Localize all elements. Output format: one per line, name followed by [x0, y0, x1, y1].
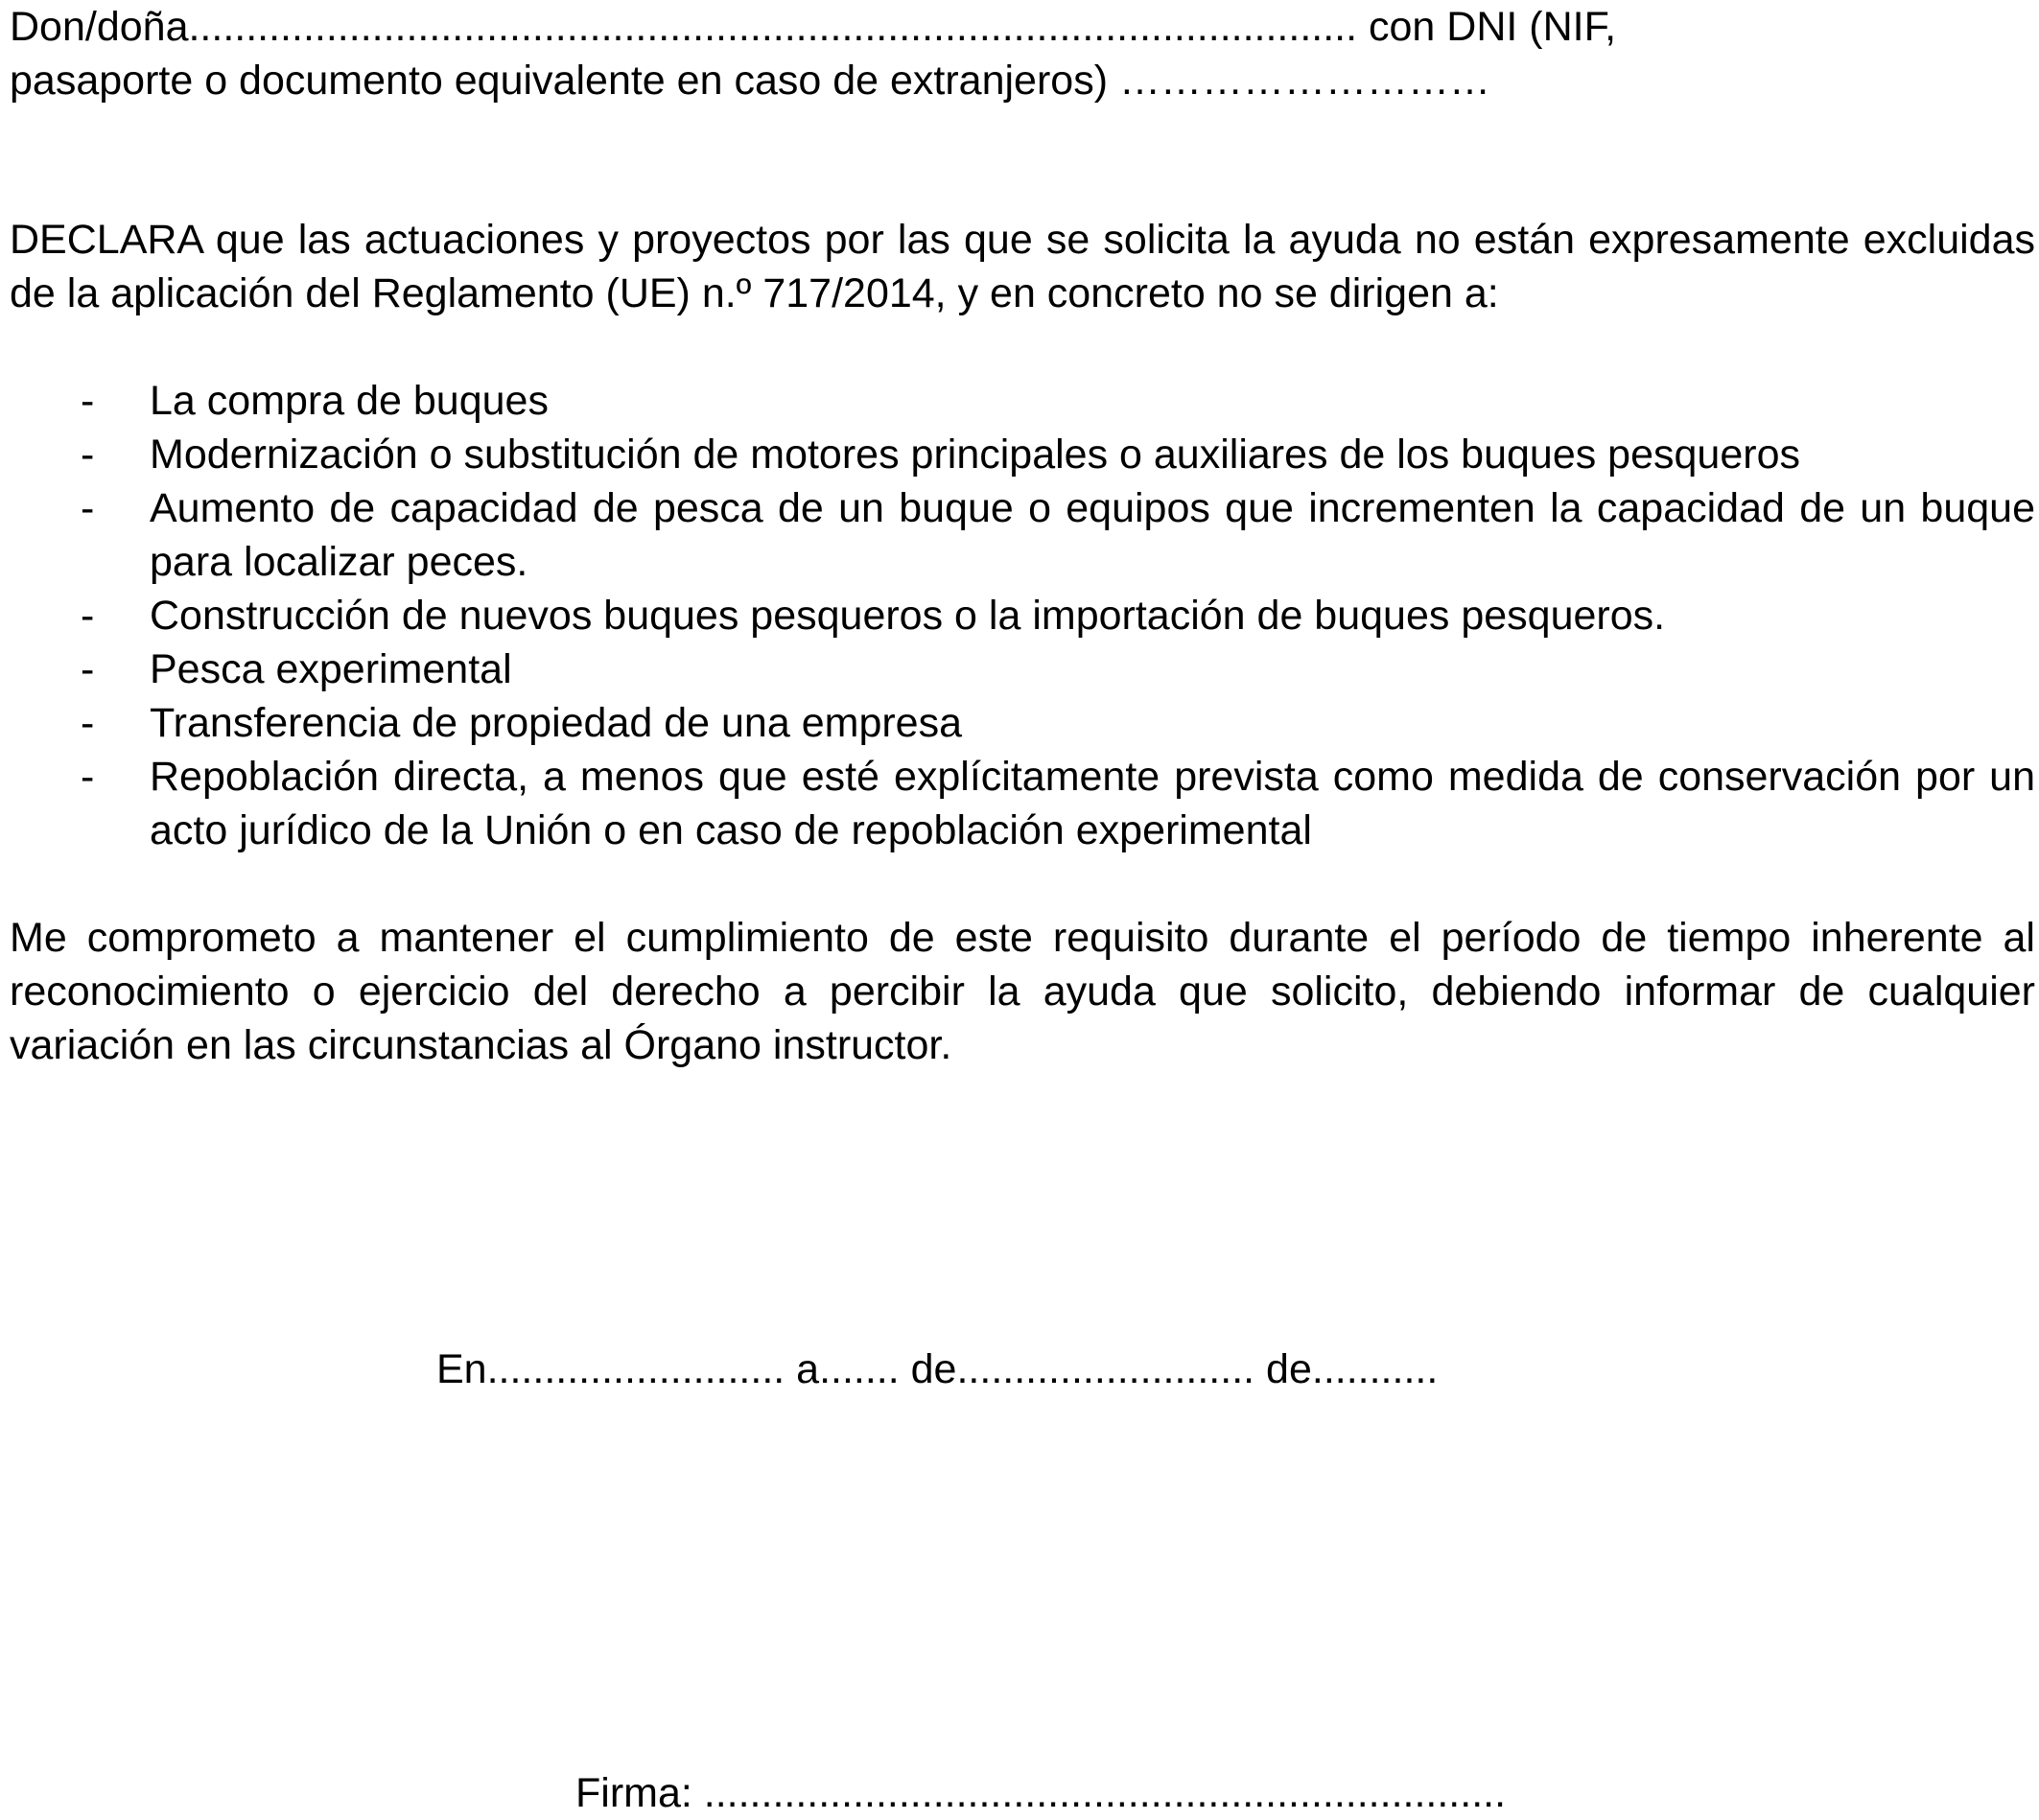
- list-item: [10, 428, 2035, 481]
- commitment-paragraph: Me comprometo a mantener el cumplimiento de este requisito durante el período de tiempo inherente al reconocimiento o ejercicio del derecho a percibir la ayuda que solicito, debiendo informar de cualquier variación en las circunstancias al Órgano instructor.: [10, 915, 2035, 1068]
- list-item-text: Aumento de capacidad de pesca de un buque o equipos que incrementen la capacidad de un buque para localizar peces.: [150, 485, 2035, 585]
- applicant-name-line: Don/doña...................................................................................................... con DNI (NIF,: [10, 4, 1617, 50]
- list-item-text: Pesca experimental: [150, 646, 512, 692]
- list-item-text: Modernización o substitución de motores principales o auxiliares de los buques pesqueros: [150, 432, 1800, 478]
- bullet-dash: -: [81, 700, 95, 746]
- list-item: [10, 750, 2035, 857]
- bullet-dash: -: [81, 485, 95, 531]
- applicant-id-line: pasaporte o documento equivalente en caso de extranjeros) ………………………: [10, 58, 1490, 104]
- bullet-dash: -: [81, 432, 95, 478]
- signature-line: Firma: ......................................................................: [575, 1770, 1507, 1816]
- spacer: [10, 320, 2035, 374]
- spacer: [10, 107, 2035, 213]
- bullet-dash: -: [81, 593, 95, 639]
- list-item-text: Construcción de nuevos buques pesqueros o la importación de buques pesqueros.: [150, 593, 1666, 639]
- bullet-dash: -: [81, 378, 95, 424]
- list-item: [10, 696, 2035, 750]
- spacer: [10, 857, 2035, 911]
- bullet-dash: -: [81, 646, 95, 692]
- list-item: [10, 642, 2035, 696]
- list-item-text: Repoblación directa, a menos que esté explícitamente prevista como medida de conservación por un acto jurídico de la Unión o en caso de repoblación experimental: [150, 754, 2035, 853]
- list-item-text: Transferencia de propiedad de una empresa: [150, 700, 963, 746]
- place-date-line: En.......................... a....... de.......................... de...........: [436, 1346, 1439, 1392]
- exclusion-list: [10, 374, 2035, 857]
- list-item: [10, 374, 2035, 428]
- bullet-dash: -: [81, 754, 95, 800]
- declaration-document: [10, 0, 2035, 1072]
- list-item-text: La compra de buques: [150, 378, 549, 424]
- list-item: [10, 589, 2035, 642]
- list-item: [10, 481, 2035, 589]
- declaration-paragraph: DECLARA que las actuaciones y proyectos por las que se solicita la ayuda no están expresamente excluidas de la aplicación del Reglamento (UE) n.º 717/2014, y en concreto no se dirigen a:: [10, 217, 2035, 316]
